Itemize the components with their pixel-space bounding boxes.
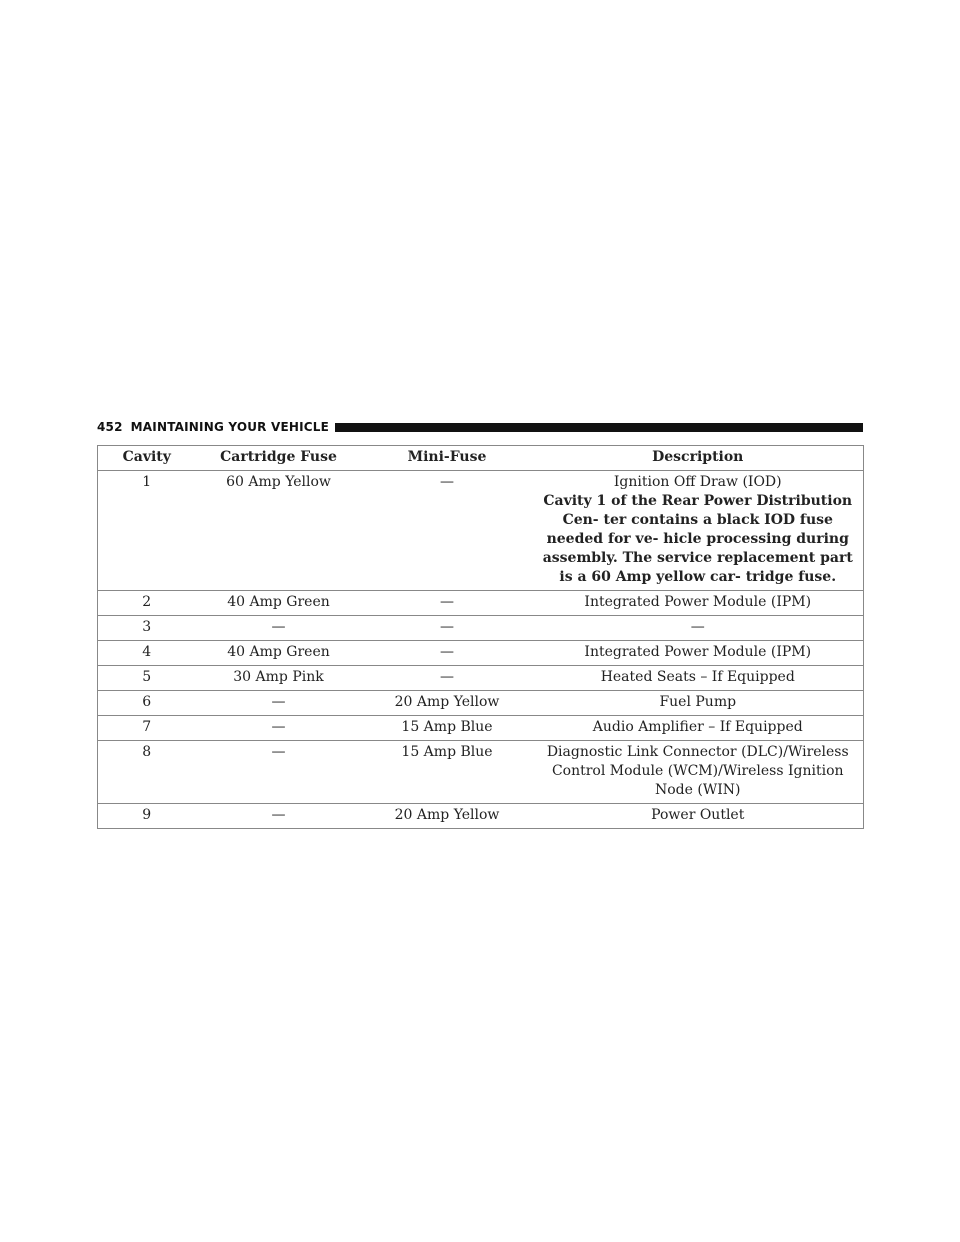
mini-fuse-cell: —	[362, 591, 533, 616]
table-row	[98, 591, 864, 616]
page-number: 452	[97, 420, 123, 434]
description-cell: Integrated Power Module (IPM)	[533, 641, 864, 666]
cavity-cell: 5	[98, 666, 196, 691]
description-note: Cavity 1 of the Rear Power Distribution Cen- ter contains a black IOD fuse needed for ve- hicle processing during assembly. The service replacement part is a 60 Amp yellow car- tridge fuse.	[542, 493, 853, 585]
description-cell: Audio Amplifier – If Equipped	[533, 716, 864, 741]
description-cell: Fuel Pump	[533, 691, 864, 716]
description-cell: Diagnostic Link Connector (DLC)/Wireless Control Module (WCM)/Wireless Ignition Node (WIN)	[533, 741, 864, 804]
cartridge-fuse-cell: —	[196, 691, 362, 716]
table-row	[98, 616, 864, 641]
cavity-cell: 4	[98, 641, 196, 666]
column-header-description: Description	[533, 446, 864, 471]
cavity-cell: 1	[98, 471, 196, 591]
cartridge-fuse-cell: —	[196, 616, 362, 641]
description-cell: Integrated Power Module (IPM)	[533, 591, 864, 616]
description-cell	[533, 471, 864, 591]
mini-fuse-cell: 20 Amp Yellow	[362, 691, 533, 716]
column-header-cavity: Cavity	[98, 446, 196, 471]
table-row	[98, 716, 864, 741]
header-rule	[335, 423, 863, 432]
table-row	[98, 471, 864, 591]
table-row	[98, 741, 864, 804]
table-row	[98, 666, 864, 691]
description-cell: Power Outlet	[533, 804, 864, 829]
mini-fuse-cell: 20 Amp Yellow	[362, 804, 533, 829]
fuse-table	[97, 445, 864, 829]
description-cell: —	[533, 616, 864, 641]
cavity-cell: 7	[98, 716, 196, 741]
cartridge-fuse-cell: —	[196, 716, 362, 741]
table-row	[98, 641, 864, 666]
mini-fuse-cell: —	[362, 666, 533, 691]
cartridge-fuse-cell: 30 Amp Pink	[196, 666, 362, 691]
description-text: Ignition Off Draw (IOD)	[613, 474, 782, 490]
section-title: MAINTAINING YOUR VEHICLE	[130, 420, 330, 434]
table-row	[98, 804, 864, 829]
cartridge-fuse-cell: 60 Amp Yellow	[196, 471, 362, 591]
column-header-mini-fuse: Mini-Fuse	[362, 446, 533, 471]
table-row	[98, 691, 864, 716]
column-header-cartridge-fuse: Cartridge Fuse	[196, 446, 362, 471]
mini-fuse-cell: —	[362, 616, 533, 641]
mini-fuse-cell: —	[362, 471, 533, 591]
table-header-row	[98, 446, 864, 471]
description-cell: Heated Seats – If Equipped	[533, 666, 864, 691]
cartridge-fuse-cell: 40 Amp Green	[196, 641, 362, 666]
cavity-cell: 8	[98, 741, 196, 804]
mini-fuse-cell: 15 Amp Blue	[362, 741, 533, 804]
cartridge-fuse-cell: 40 Amp Green	[196, 591, 362, 616]
cartridge-fuse-cell: —	[196, 741, 362, 804]
page-header	[97, 418, 863, 436]
mini-fuse-cell: 15 Amp Blue	[362, 716, 533, 741]
cartridge-fuse-cell: —	[196, 804, 362, 829]
cavity-cell: 2	[98, 591, 196, 616]
mini-fuse-cell: —	[362, 641, 533, 666]
cavity-cell: 3	[98, 616, 196, 641]
cavity-cell: 9	[98, 804, 196, 829]
cavity-cell: 6	[98, 691, 196, 716]
